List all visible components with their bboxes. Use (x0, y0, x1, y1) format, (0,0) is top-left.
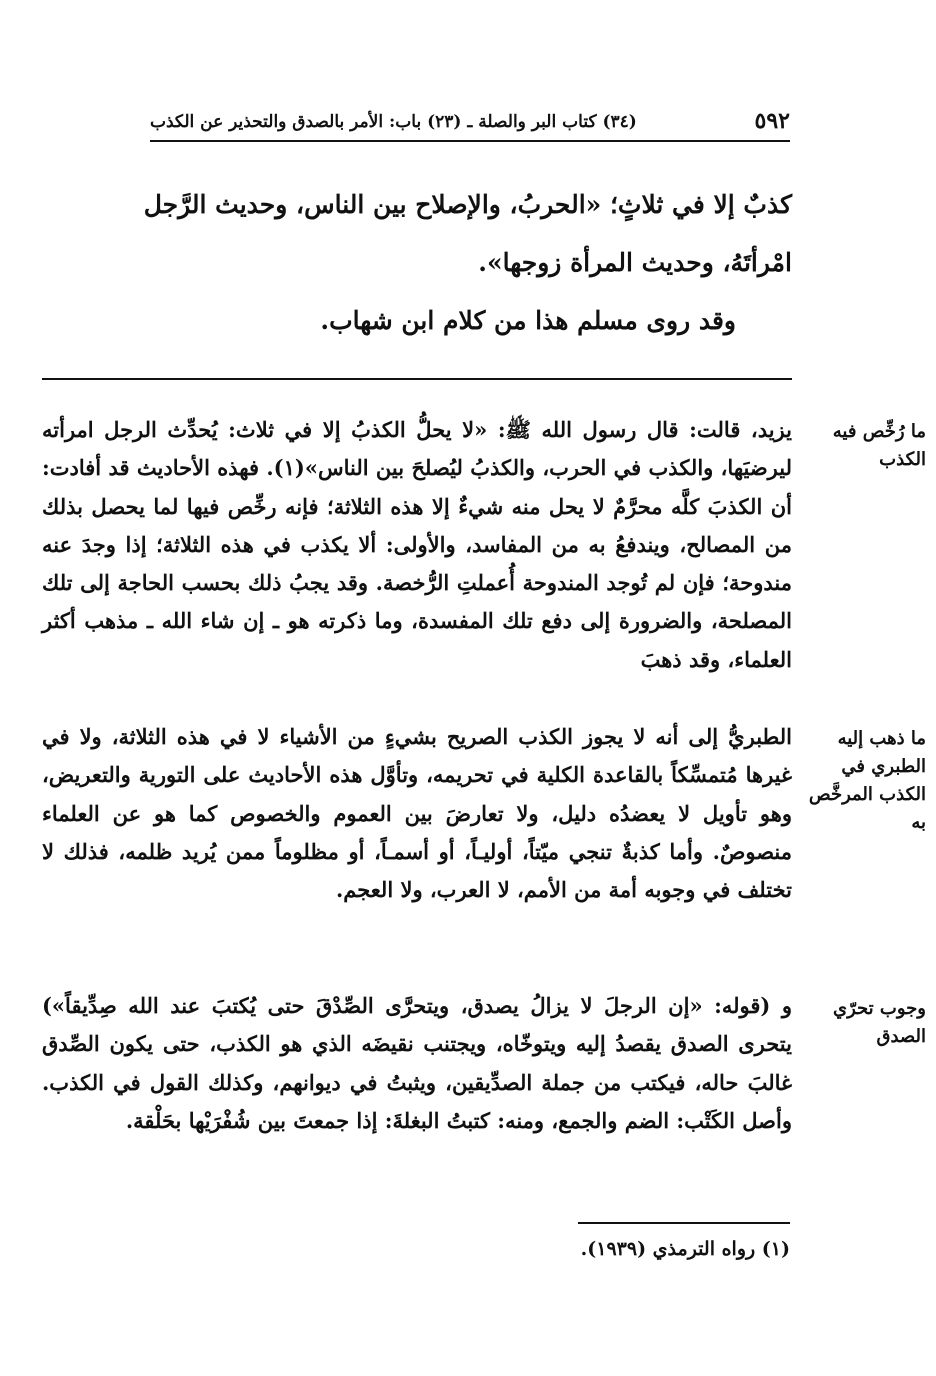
body-paragraph-1: يزيد، قالت: قال رسول الله ﷺ: «لا يحلُّ الكذبُ إلا في ثلاث: يُحدِّث الرجل امرأته ليرضيَها، والكذب في الحرب، والكذبُ ليُصلحَ بين الناس»(١). فهذه الأحاديث قد أفادت: أن الكذبَ كلَّه محرَّمٌ لا يحل منه شيءٌ إلا هذه الثلاثة؛ فإنه رخِّص فيها لما يحصل بذلك من المصالح، ويندفعُ به من المفاسد، والأولى: ألا يكذب في هذه الثلاثة؛ إذا وجدَ عنه مندوحة؛ فإن لم تُوجد المندوحة أُعملتِ الرُّخصة. وقد يجبُ ذلك بحسب الحاجة إلى تلك المصلحة، والضرورة إلى دفع تلك المفسدة، وما ذكرته هو ـ إن شاء الله ـ مذهب أكثر العلماء، وقد ذهبَ (42, 417, 792, 672)
top-note: وقد روى مسلم هذا من كلام ابن شهاب. (320, 306, 736, 335)
top-line-1: كذبٌ إلا في ثلاثٍ؛ «الحربُ، والإصلاح بين الناس، وحديث الرَّجل (143, 190, 792, 219)
margin-note-truthfulness: وجوب تحرّي الصدق (833, 998, 926, 1047)
header-rule (150, 140, 790, 142)
running-title: (٣٤) كتاب البر والصلة ـ (٢٣) باب: الأمر بالصدق والتحذير عن الكذب (150, 112, 637, 132)
body-section-2 (42, 718, 792, 909)
page-number: ٥٩٢ (754, 108, 790, 134)
body-section-1 (42, 411, 792, 679)
margin-note-allowed-lying: ما رُخِّص فيه الكذب (832, 421, 926, 470)
top-line-2: امْرأتَهُ، وحديث المرأة زوجها». (478, 248, 792, 277)
margin-note-tabari: ما ذهب إليه الطبري في الكذب المرخَّص به (808, 728, 926, 833)
page-header (150, 108, 790, 138)
body-paragraph-3: و (قوله: «إن الرجلَ لا يزالُ يصدق، ويتحرَّى الصِّدْقَ حتى يُكتبَ عند الله صِدِّيقاً») يتحرى الصدق يقصدُ إليه ويتوخّاه، ويجتنب نقيضَه الذي هو الكذب، حتى يكون الصِّدق غالبَ حاله، فيكتب من جملة الصدِّيقين، ويثبتُ في ديوانهم، وكذلك القول في الكذب. وأصل الكَتْب: الضم والجمع، ومنه: كتبتُ البغلةَ: إذا جمعتَ بين شُفْرَيْها بحَلْقة. (42, 993, 792, 1133)
separator-rule (42, 378, 792, 380)
footnote-rule (578, 1222, 790, 1224)
body-paragraph-2: الطبريُّ إلى أنه لا يجوز الكذب الصريح بشيءٍ من الأشياء لا في هذه الثلاثة، ولا في غيرها مُتمسِّكاً بالقاعدة الكلية في تحريمه، وتأوَّل هذه الأحاديث على التورية والتعريض، وهو تأويل لا يعضدُه دليل، ولا تعارضَ بين العموم والخصوص كما هو عن العلماء منصوصٌ. وأما كذبةٌ تنجي ميّتاً، أوليـاً، أو أسمـاً، أو مظلوماً ممن يُريد ظلمه، فذلك لا تختلف في وجوبه أمة من الأمم، لا العرب، ولا العجم. (42, 724, 792, 903)
body-section-3 (42, 987, 792, 1140)
top-paragraph (42, 176, 792, 292)
footnote: (١) رواه الترمذي (١٩٣٩). (580, 1238, 790, 1260)
